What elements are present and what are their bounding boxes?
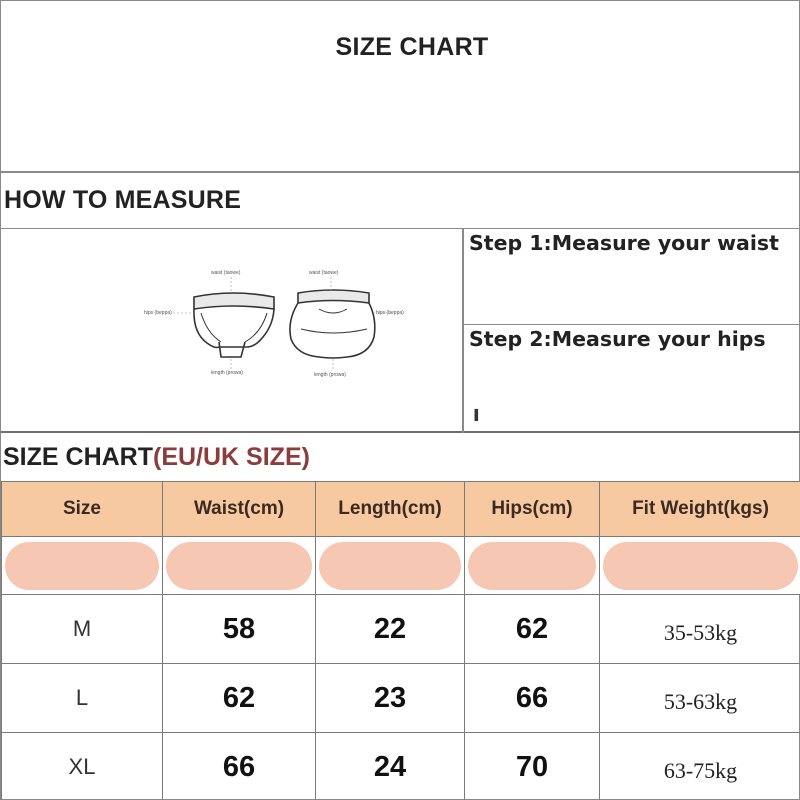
- measure-section: [1, 229, 800, 433]
- size-chart-header: [1, 433, 800, 481]
- diagram-label-waist-back: waist (taowe): [309, 270, 339, 276]
- redaction-blob: [603, 542, 798, 590]
- redaction-blob: [319, 542, 461, 590]
- size-chart-title-region: (EU/UK SIZE): [153, 443, 310, 471]
- weight-cell: 35-53kg: [600, 595, 800, 664]
- size-cell: XL: [2, 733, 163, 800]
- size-chart-title: [3, 443, 310, 472]
- hips-cell: 70: [465, 733, 600, 800]
- column-header-length: Length(cm): [316, 482, 465, 537]
- diagram-label-length-back: length (prowa): [314, 372, 346, 378]
- diagram-label-length-front: length (prowa): [211, 370, 243, 376]
- column-header-size: Size: [2, 482, 163, 537]
- stray-mark: ▐: [471, 410, 479, 421]
- length-cell: 22: [316, 595, 465, 664]
- size-cell: M: [2, 595, 163, 664]
- hips-cell: 66: [465, 664, 600, 733]
- size-cell: L: [2, 664, 163, 733]
- underwear-diagram-icon: [1, 229, 464, 433]
- how-to-measure-title: HOW TO MEASURE: [4, 186, 242, 214]
- redaction-blob: [166, 542, 312, 590]
- table-row: [2, 664, 800, 733]
- column-header-waist: Waist(cm): [163, 482, 316, 537]
- length-cell: 23: [316, 664, 465, 733]
- weight-cell: 63-75kg: [600, 733, 800, 800]
- table-row: [2, 733, 800, 800]
- waist-cell: 66: [163, 733, 316, 800]
- table-row: [2, 595, 800, 664]
- column-header-hips: Hips(cm): [465, 482, 600, 537]
- diagram-label-hips-front: hips (beppa): [144, 310, 172, 316]
- title-section: [1, 1, 800, 173]
- redaction-blob: [5, 542, 159, 590]
- diagram-label-waist-front: waist (taowe): [211, 270, 241, 276]
- page-title: SIZE CHART: [335, 33, 489, 61]
- table-header-row: [2, 482, 800, 537]
- size-chart-title-main: SIZE CHART: [3, 443, 153, 471]
- waist-cell: 58: [163, 595, 316, 664]
- step-2-text: Step 2:Measure your hips: [469, 327, 766, 351]
- measurement-diagram: [1, 229, 464, 433]
- step-1-text: Step 1:Measure your waist: [469, 231, 779, 255]
- waist-cell: 62: [163, 664, 316, 733]
- size-table: [1, 481, 800, 800]
- step-2-box: [464, 325, 800, 433]
- step-1-box: [464, 229, 800, 325]
- diagram-label-hips-back: hips (beppa): [376, 310, 404, 316]
- column-header-weight: Fit Weight(kgs): [600, 482, 800, 537]
- how-to-measure-header: [1, 173, 800, 229]
- weight-cell: 53-63kg: [600, 664, 800, 733]
- redacted-row: [2, 537, 800, 595]
- length-cell: 24: [316, 733, 465, 800]
- hips-cell: 62: [465, 595, 600, 664]
- redaction-blob: [468, 542, 596, 590]
